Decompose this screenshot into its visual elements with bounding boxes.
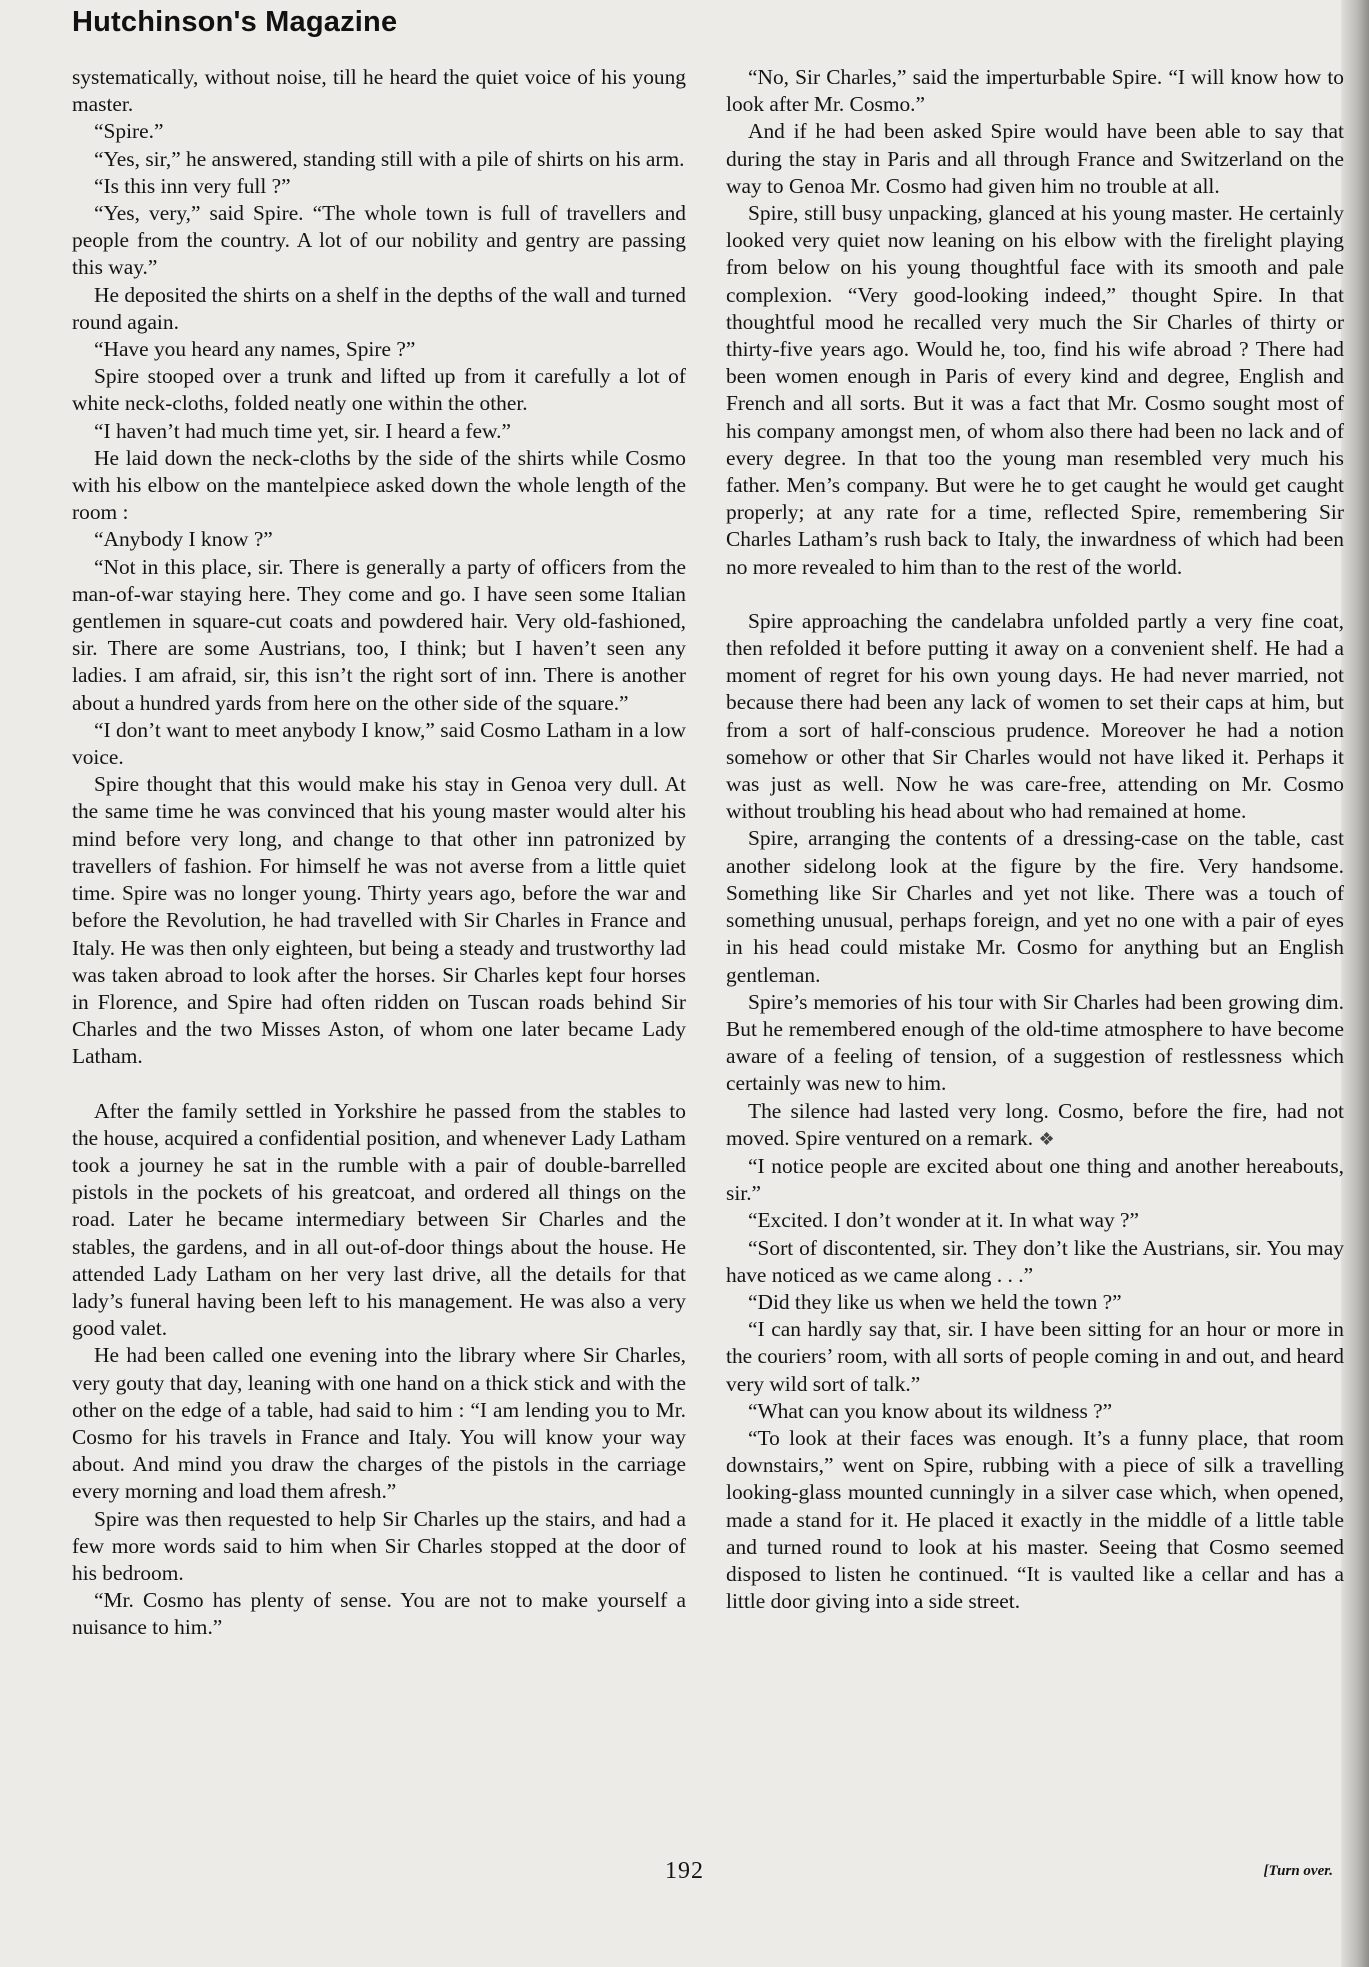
paragraph: Spire approaching the candelabra unfolded partly a very fine coat, then refolded it before putting it away on a convenient shelf. He had a moment of regret for his own young days. He had never married, not because there had been any lack of women to set their caps at him, but from a sort of half-conscious prudence. Moreover he had a notion somehow or other that Sir Charles would not have liked it. Perhaps it was just as well. Now he was care-free, attending on Mr. Cosmo without troubling his head about who had remained at home. bbox=[726, 608, 1344, 824]
paragraph: “Mr. Cosmo has plenty of sense. You are not to make yourself a nuisance to him.” bbox=[72, 1588, 686, 1640]
paragraph: Spire was then requested to help Sir Charles up the stairs, and had a few more words said to him when Sir Charles stopped at the door of his bedroom. bbox=[72, 1506, 686, 1585]
paragraph bbox=[726, 1098, 1344, 1153]
paragraph: Spire’s memories of his tour with Sir Charles had been growing dim. But he remembered enough of the old-time atmosphere to have become aware of a feeling of tension, of a suggestion of restlessness which certainly was new to him. bbox=[726, 989, 1344, 1096]
paragraph: “Have you heard any names, Spire ?” bbox=[94, 337, 416, 362]
paragraph-text: The silence had lasted very long. Cosmo, before the fire, had not moved. Spire ventured on a remark. bbox=[726, 1098, 1344, 1150]
ornament-glyph: ❖ bbox=[1038, 1128, 1055, 1149]
page-number: 192 bbox=[665, 1858, 704, 1884]
paragraph: He had been called one evening into the library where Sir Charles, very gouty that day, leaning with one hand on a thick stick and with the other on the edge of a table, had said to him : “I am lending you to Mr. Cosmo for his travels in France and Italy. You will know your way about. And mind you draw the charges of the pistols in the carriage every morning and load them afresh.” bbox=[72, 1343, 686, 1504]
paragraph: “Yes, very,” said Spire. “The whole town is full of travellers and people from the country. A lot of our nobility and gentry are passing this way.” bbox=[72, 201, 686, 280]
paragraph: “I can hardly say that, sir. I have been sitting for an hour or more in the couriers’ room, with all sorts of people coming in and out, and heard very wild sort of talk.” bbox=[726, 1317, 1344, 1396]
page-edge-shadow bbox=[1341, 0, 1369, 1967]
paragraph: Spire, arranging the contents of a dressing-case on the table, cast another sidelong look at the figure by the fire. Very handsome. Something like Sir Charles and yet not like. There was a touch of something unusual, perhaps foreign, and yet no one with a pair of eyes in his head could mistake Mr. Cosmo for anything but an English gentleman. bbox=[726, 826, 1344, 987]
paragraph: “Not in this place, sir. There is generally a party of officers from the man-of-war staying here. They come and go. I have seen some Italian gentlemen in square-cut coats and powdered hair. Very old-fashioned, sir. There are some Austrians, too, I think; but I haven’t seen any ladies. I am afraid, sir, this isn’t the right sort of inn. There is another about a hundred yards from here on the other side of the square.” bbox=[72, 554, 686, 715]
paragraph: “To look at their faces was enough. It’s a funny place, that room downstairs,” went on Spire, rubbing with a piece of silk a travelling looking-glass mounted cunningly in a silver case which, when opened, made a stand for it. He placed it exactly in the middle of a little table and turned round to look at his master. Seeing that Cosmo seemed disposed to listen he continued. “It is vaulted like a cellar and has a little door giving into a side street. bbox=[726, 1425, 1344, 1614]
left-column bbox=[72, 64, 686, 1642]
paragraph: Spire, still busy unpacking, glanced at his young master. He certainly looked very quiet now leaning on his elbow with the firelight playing from below on his young thoughtful face with its smooth and pale complexion. “Very good-looking indeed,” thought Spire. In that thoughtful mood he recalled very much the Sir Charles of thirty or thirty-five years ago. Would he, too, find his wife abroad ? There had been women enough in Paris of every kind and degree, English and French and all sorts. But it was a fact that Mr. Cosmo sought most of his company amongst men, of whom also there had been no lack and of every degree. In that too the young man resembled very much his father. Men’s company. But were he to get caught he would get caught properly; at any rate for a time, reflected Spire, remembering Sir Charles Latham’s rush back to Italy, the inwardness of which had been no more revealed to him than to the rest of the world. bbox=[726, 201, 1344, 579]
paragraph: “Excited. I don’t wonder at it. In what way ?” bbox=[748, 1208, 1140, 1233]
paragraph: Spire thought that this would make his stay in Genoa very dull. At the same time he was convinced that his young master would alter his mind before very long, and change to that other inn patronized by travellers of fashion. For himself he was not averse from a little quiet time. Spire was no longer young. Thirty years ago, before the war and before the Revolution, he had travelled with Sir Charles in France and Italy. He was then only eighteen, but being a steady and trustworthy lad was taken abroad to look after the horses. Sir Charles kept four horses in Florence, and Spire had often ridden on Tuscan roads behind Sir Charles and the two Misses Aston, of whom one later became Lady Latham. bbox=[72, 772, 686, 1069]
paragraph: “I don’t want to meet anybody I know,” said Cosmo Latham in a low voice. bbox=[72, 717, 686, 770]
paragraph: “No, Sir Charles,” said the imperturbable Spire. “I will know how to look after Mr. Cosmo.” bbox=[726, 65, 1344, 117]
paragraph: “I haven’t had much time yet, sir. I heard a few.” bbox=[94, 418, 511, 443]
paragraph: After the family settled in Yorkshire he passed from the stables to the house, acquired a confidential position, and whenever Lady Latham took a journey he sat in the rumble with a pair of double-barrelled pistols in the pockets of his greatcoat, and ordered all things on the road. Later he became intermediary between Sir Charles and the stables, the gardens, and in all out-of-door things about the house. He attended Lady Latham on her very last drive, all the details for that lady’s funeral having been left to his management. He was also a very good valet. bbox=[72, 1098, 686, 1341]
paragraph: He deposited the shirts on a shelf in the depths of the wall and turned round again. bbox=[72, 282, 686, 334]
right-column bbox=[726, 64, 1344, 1615]
paragraph: Spire stooped over a trunk and lifted up from it carefully a lot of white neck-cloths, folded neatly one within the other. bbox=[72, 364, 686, 416]
paragraph: “What can you know about its wildness ?” bbox=[748, 1398, 1113, 1423]
paragraph: “Did they like us when we held the town ?” bbox=[748, 1289, 1122, 1314]
paragraph: “Sort of discontented, sir. They don’t like the Austrians, sir. You may have noticed as we came along . . .” bbox=[726, 1235, 1344, 1287]
paragraph: “Yes, sir,” he answered, standing still with a pile of shirts on his arm. bbox=[94, 146, 685, 171]
paragraph: “Anybody I know ?” bbox=[94, 527, 273, 552]
paragraph: “Spire.” bbox=[94, 119, 164, 144]
running-header: Hutchinson's Magazine bbox=[72, 6, 398, 38]
paragraph: “I notice people are excited about one thing and another hereabouts, sir.” bbox=[726, 1153, 1344, 1206]
turn-over-note: [Turn over. bbox=[1263, 1863, 1333, 1879]
paragraph: And if he had been asked Spire would have been able to say that during the stay in Paris and all through France and Switzerland on the way to Genoa Mr. Cosmo had given him no trouble at all. bbox=[726, 119, 1344, 198]
paragraph: “Is this inn very full ?” bbox=[94, 173, 291, 198]
paragraph: He laid down the neck-cloths by the side of the shirts while Cosmo with his elbow on the mantelpiece asked down the whole length of the room : bbox=[72, 445, 686, 525]
paragraph: systematically, without noise, till he heard the quiet voice of his young master. bbox=[72, 65, 686, 117]
